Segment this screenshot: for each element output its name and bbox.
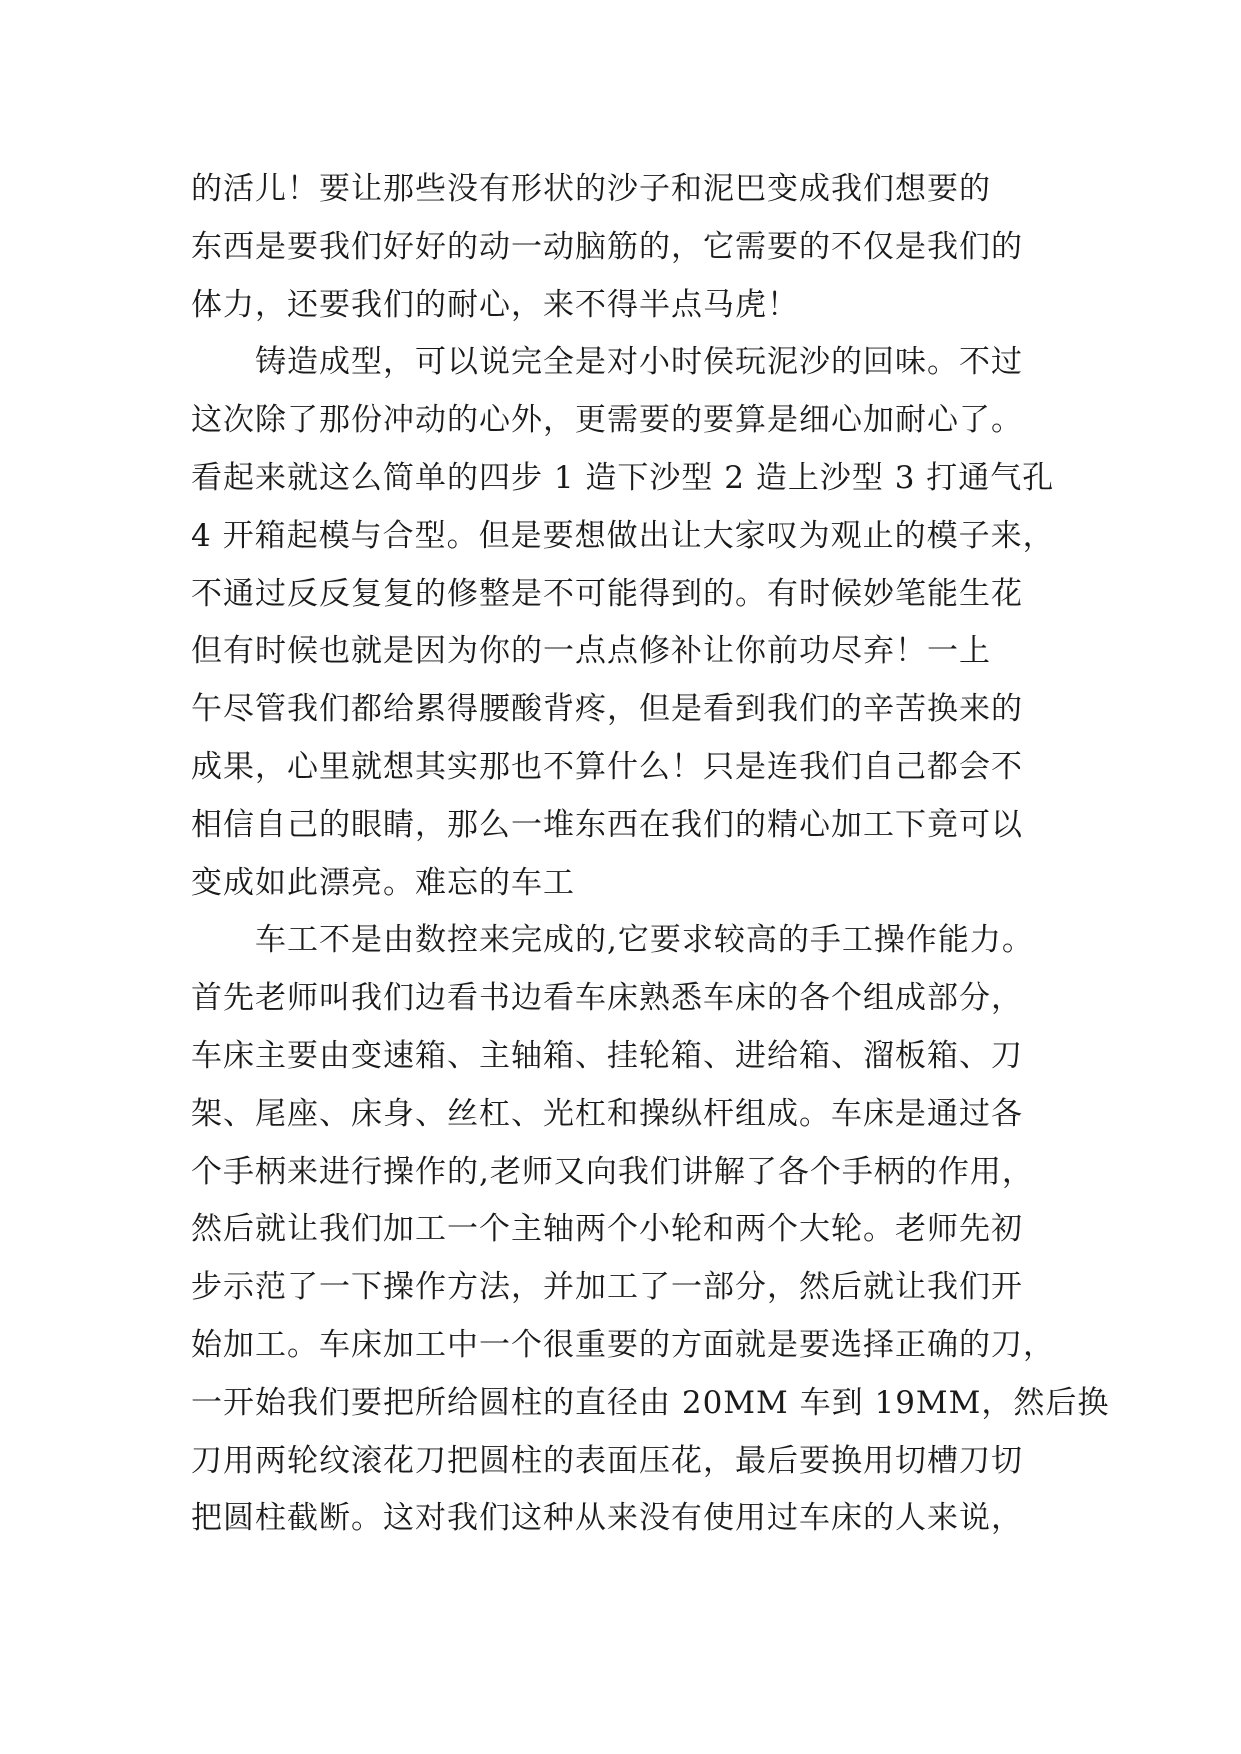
text-line: 个手柄来进行操作的,老师又向我们讲解了各个手柄的作用，	[191, 1153, 1034, 1190]
text-line: 但有时候也就是因为你的一点点修补让你前功尽弃！一上	[191, 633, 991, 670]
text-line: 然后就让我们加工一个主轴两个小轮和两个大轮。老师先初	[191, 1211, 1023, 1248]
text-line: 首先老师叫我们边看书边看车床熟悉车床的各个组成部分，	[191, 980, 1023, 1017]
body-text	[191, 161, 1110, 1548]
text-line: 相信自己的眼睛，那么一堆东西在我们的精心加工下竟可以	[191, 806, 1023, 843]
paragraph-first-line: 铸造成型，可以说完全是对小时侯玩泥沙的回味。不过	[255, 344, 1023, 381]
text-line: 变成如此漂亮。难忘的车工	[191, 864, 575, 901]
text-line: 体力，还要我们的耐心，来不得半点马虎！	[191, 286, 799, 323]
paragraph-first-line: 车工不是由数控来完成的,它要求较高的手工操作能力。	[255, 922, 1034, 959]
text-line: 把圆柱截断。这对我们这种从来没有使用过车床的人来说，	[191, 1500, 1023, 1537]
text-line: 东西是要我们好好的动一动脑筋的，它需要的不仅是我们的	[191, 228, 1023, 265]
text-line: 的活儿！要让那些没有形状的沙子和泥巴变成我们想要的	[191, 171, 991, 207]
text-line: 这次除了那份冲动的心外，更需要的要算是细心加耐心了。	[191, 402, 1023, 439]
text-line: 看起来就这么简单的四步 1 造下沙型 2 造上沙型 3 打通气孔	[191, 459, 1055, 496]
text-line: 一开始我们要把所给圆柱的直径由 20MM 车到 19MM，然后换	[191, 1384, 1110, 1421]
text-line: 刀用两轮纹滚花刀把圆柱的表面压花，最后要换用切槽刀切	[191, 1442, 1023, 1479]
text-line: 4 开箱起模与合型。但是要想做出让大家叹为观止的模子来，	[191, 517, 1055, 554]
text-line: 架、尾座、床身、丝杠、光杠和操纵杆组成。车床是通过各	[191, 1095, 1023, 1132]
text-line: 成果，心里就想其实那也不算什么！只是连我们自己都会不	[191, 748, 1023, 785]
text-line: 不通过反反复复的修整是不可能得到的。有时候妙笔能生花	[191, 575, 1023, 612]
text-line: 车床主要由变速箱、主轴箱、挂轮箱、进给箱、溜板箱、刀	[191, 1037, 1023, 1074]
text-line: 午尽管我们都给累得腰酸背疼，但是看到我们的辛苦换来的	[191, 691, 1023, 728]
text-line: 始加工。车床加工中一个很重要的方面就是要选择正确的刀，	[191, 1326, 1055, 1363]
text-line: 步示范了一下操作方法，并加工了一部分，然后就让我们开	[191, 1269, 1023, 1306]
